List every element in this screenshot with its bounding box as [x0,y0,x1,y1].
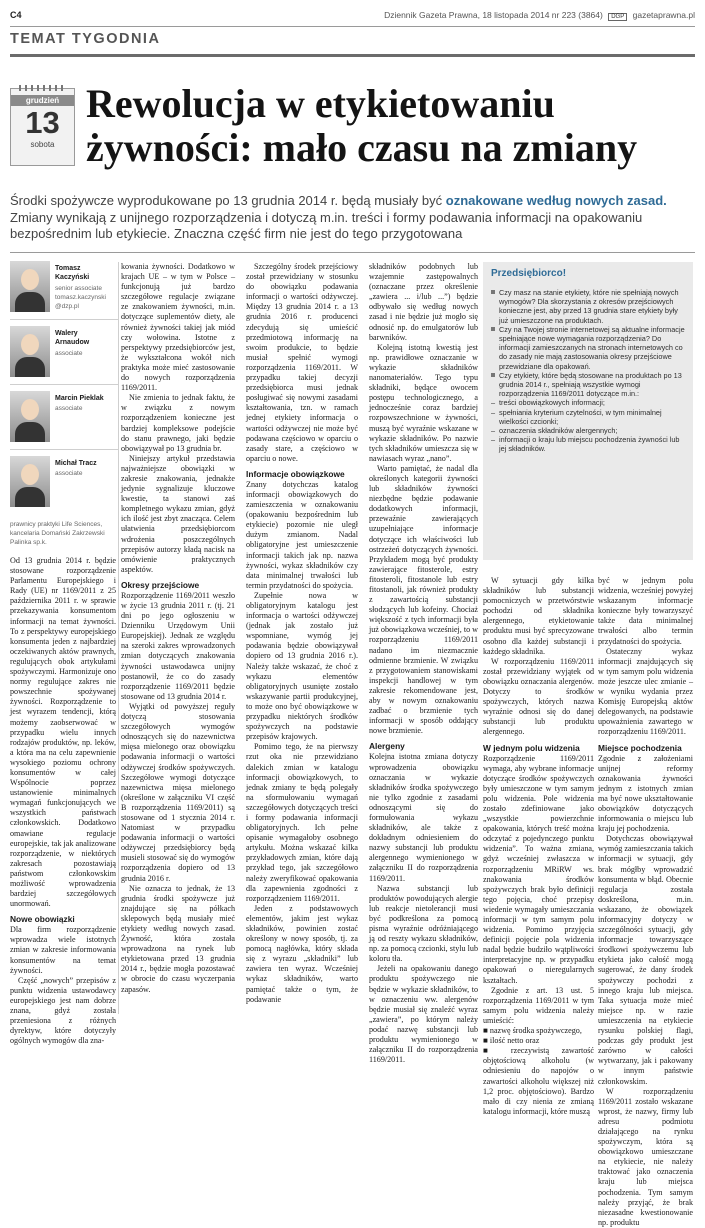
author-photo [10,391,50,442]
subheading: Miejsce pochodzenia [598,742,682,753]
calendar-rings [19,85,66,91]
calendar-month: grudzień [11,95,74,106]
checklist-item: Czy etykiety, które będą stosowane na produktach po 13 grudnia 2014 r., spełniają wszystkie wymogi rozporządzenia 1169/2011 dotyczące m.in.: [491,371,687,399]
lead-highlight: oznakowane według nowych zasad. [445,193,667,208]
headline-line-1: Rewolucja w etykietowaniu [86,81,555,126]
paragraph: W rozporządzeniu 1169/2011 został przewidziany wyjątek od obowiązku oznaczania alergenów. Dotyczy to środków spożywczych, których nazwa wyraźnie odnosi się do danej substancji lub produktu alergennego. [483,656,594,737]
checklist-item: Czy na Twojej stronie internetowej są aktualne informacje spełniające nowe wymagania rozporządzenia? Do informacji zamieszczanych na stronach internetowych co do zasady nie mają zastosowania okresy przejściowe przewidziane dla opakowań. [491,325,687,371]
checklist-subitem: – oznaczenia składników alergennych; [491,426,618,436]
paragraph: Znany dotychczas katalog informacji obowiązkowych do zamieszczenia w oznakowaniu (opakowaniu bezpośrednim lub etykiecie) pozornie nie uległ dużym zmianom. Nadal obligatoryjne jest umieszczenie informacji takich jak np. nazwa żywności, wykaz składników czy data minimalnej trwałości lub termin przydatności do spożycia. [246,479,358,590]
author-role: associate [55,405,83,412]
paragraph: Ostateczny wykaz informacji znajdujących się w tym samym polu widzenia może jeszcze ulec zmianie – w wyniku wydania przez Komisję Europejską aktów delegowanych, na podstawie upoważnienia zawartego w rozporządzeniu 1169/2011. [598,646,693,737]
article-column-1 [10,556,116,1046]
publication-info [384,10,695,21]
authors-panel [10,258,118,547]
author-role: associate [55,470,83,477]
bullet-square-icon [491,327,495,331]
paragraph: Jeden z podstawowych elementów, jakim jest wykaz składników, powinien zostać określony w nowy sposób, tj. za pomocą nagłówka, który składa się z wyrazu „składniki” lub zawiera ten wyraz. Wcześniej wykaz składników, warto pamiętać także o tym, że podawanie [246,903,358,1004]
checklist-subitem: – treści obowiązkowych informacji; [491,398,605,408]
paragraph: Nazwa substancji lub produktów powodujących alergie lub reakcje nietolerancji musi być podkreślona za pomocą pisma wyraźnie odróżniającego ją od reszty wykazu składników, np. za pomocą czcionki, stylu lub koloru tła. [369,883,478,964]
paragraph: składników podobnych lub wzajemnie zastępowalnych (oznaczane przez określenie „zawiera ... i/lub ...”) będzie odbywało się według nowych zasad i nie będzie już mogło się odnosić np. do emulgatorów lub barwników. [369,262,478,342]
checklist-title: Przedsiębiorco! [491,268,567,279]
author-name: Marcin Pieklak [55,395,104,402]
headline-line-2: żywności: mało czasu na zmiany [86,125,638,170]
article-column-2 [121,262,235,995]
paragraph: W rozporządzeniu 1169/2011 zostało wskazane wprost, że nazwy, firmy lub adresu podmiotu działającego na rynku spożywczym, która są obowiązkowo umieszczane na etykiecie, nie należy traktować jako oznaczenia kraju lub miejsca pochodzenia. Tym samym należy przyjąć, że brak niezasadne kwestionowanie np. produktu [598,1086,693,1227]
calendar-icon [10,88,75,166]
author-photo [10,261,50,312]
paragraph: być w jednym polu widzenia, wcześniej powyżej wskazanym informacje konieczne były towarzyszyć także data minimalnej trwałości albo termin przydatności do spożycia. [598,576,693,646]
dgp-logo: DGP [608,13,627,21]
subheading: Informacje obowiązkowe [246,468,345,479]
checklist-subitem: – spełniania kryterium czytelności, w tym minimalnej wielkości czcionki; [491,407,662,426]
paragraph: Zgodnie z art. 13 ust. 5 rozporządzenia 1169/2011 w tym samym polu widzenia należy umieścić: [483,985,594,1025]
subheading: Alergeny [369,741,405,752]
paragraph: Warto pamiętać, że nadal dla określonych kategorii żywności lub składników żywności niezbędne będzie podawanie dodatkowych informacji, przewaźnie zawierających uzupełniające informacje dotyczące ich właściwości lub ostrzeżeń dotyczących żywności. Przykładem mogą być produkty zawierające fitosterole, estry fitosteroli, fitostanole lub estry fitostanoli, jak również produkty z zawartością substancji słodzących lub kofeiny. Chociaż większość z tych informacji była już obowiązkowa wcześniej, to w rozporządzeniu 1169/2011 nadano im niezmacznie odmienne brzmienie. W związku z przygotowaniem stanowiskami inspekcji handlowej w tym zakresie rekomendowane jest, aby w nowym oznakowaniu zadbać o brzmienie tych informacji w sposób oddający nowe brzmienie. [369,463,479,736]
checklist-box [483,262,693,560]
section-divider [10,54,695,57]
paragraph: Nie zmienia to jednak faktu, że w związku z nowym rozporządzeniem konieczne jest bardziej kompleksowe podejście do stanu prawnego, jaki będzie obowiązywał po 13 grudnia br. [121,393,235,453]
author-photo [10,326,50,377]
paragraph: Pomimo tego, że na pierwszy rzut oka nie przewidziano dalekich zmian w katalogu informacji obowiązkowych, to jednak zmiany te będą polegały na sformułowaniu wymagań szczegółowych dotyczących treści i formy podawania informacji obligatoryjnych. Ich pełne opisanie wymagałoby osobnego artykułu. Można wskazać kilka przykładowych zmian, które dają przykład tego, jak szczegółowo należy zweryfikować opakowania dla zapewnienia zgodności z rozporządzeniem 1169/2011. [246,742,358,903]
paragraph: Szczególny środek przejściowy został przewidziany w stosunku do obowiązku podawania informacji o wartości odżywczej. Między 13 grudnia 2014 r. a 13 grudnia 2016 r. producenci zdecydują się umieścić przedmiotową informację na swoim produkcie, to będzie musiał spełnić wymogi rozporządzenia 1169/2011. W przypadku takiej decyzji przedsiębiorca musi jednak posługiwać się nowymi zasadami kształtowania, tzn. w ramach jednej etykiety informacja o wartości odżywczej nie może być podawana częściowo w oparciu o zasady stare, a częściowo w oparciu o nowe. [246,262,358,463]
paragraph: kowania żywności. Dodatkowo w krajach UE – w tym w Polsce – funkcjonują już bardzo szczegółowe regulacje związane ze znakowaniem żywności, m.in. dotyczące suplementów diety, ale również żywności takiej jak miód czy wołowina. Istotne z perspektywy przedsiębiorców jest, że wykształcona wokół nich praktyka może mieć zastosowanie do nowych rozporządzenia 1169/2011. [121,262,235,393]
author-name: Tomasz Kaczyński [55,265,90,281]
author-affiliation: prawnicy praktyki Life Sciences, kancelaria Domański Zakrzewski Palinka sp.k. [10,521,105,546]
paragraph: Dotychczas obowiązywał wymóg zamieszczania takich informacji w sytuacji, gdy brak mógłby wprowadzić konsumenta w błąd. Obecnie regulacja została doskreślona, m.in. wskazano, że obowiązek informacyjny dotyczy w szczególności sytuacji, gdy informacje towarzyszące środkowi spożywczemu lub etykieta jako całość mogą sugerować, że dany środek spożywczy pochodzi z innego kraju lub miejsca. Taka sytuacja może mieć miejsce np. w razie umieszczenia na etykiecie rysunku polskiej flagi, podczas gdy produkt jest zarówno w całości wytwarzany, jak i pakowany w innym państwie członkowskim. [598,834,693,1086]
paragraph: Jeżeli na opakowaniu danego produktu spożywczego nie będzie w wykazie składników, to w oznaczeniu ww. alergenów będzie musiał się znaleźć wyraz „zawiera”, po którym należy podać nazwę substancji lub produktu wymienionego w załączniku II do rozporządzenia 1169/2011. [369,964,478,1065]
author-role: senior associate [55,285,102,292]
author-email[interactable]: tomasz.kaczynski @dzp.pl [55,294,106,310]
paragraph: Część „nowych” przepisów z punktu widzenia ustawodawcy europejskiego jest nam dobrze znana, gdyż została przeniesiona z różnych dyrektyw, które dotyczyły ogólnych wymogów dla zna- [10,975,116,1046]
paragraph: Wyjątki od powyższej reguły dotyczą stosowania szczegółowych wymogów odnoszących się do nazewnictwa mięsa mielonego oraz obowiązku podawania informacji o wartości odżywczej środków spożywczych. Szczegółowe wymogi dotyczące nazewnictwa mięsa mielonego (określone w załączniku VI część B rozporządzenia 1169/2011) są stosowane od 1 stycznia 2014 r. Natomiast w przypadku podawania informacji o wartości odżywczej przedsiębiorcy będą musieli stosować się do wymogów rozporządzenia dopiero od 13 grudnia 2016 r. [121,701,235,883]
checklist-item: Czy masz na stanie etykiety, które nie spełniają nowych wymogów? Dla skorzystania z okresów przejściowych konieczne jest, aby przed 13 grudnia stare etykiety były już umieszczone na produktach. [491,288,687,325]
paragraph: Zupełnie nowa w obligatoryjnym katalogu jest informacja o wartości odżywczej (jednak jak zostało już wspomniane, wymóg jej podawania będzie obowiązywał dopiero od 13 grudnia 2016 r.). Należy także wskazać, że choć z wykazu elementów obligatoryjnych usunięte zostało wskazywanie partii produkcyjnej, to może ono być obowiązkowe w przypadku niektórych środków spożywczych na podstawie przepisów krajowych. [246,590,358,742]
paragraph: W sytuacji gdy kilka składników lub substancji pomocniczych w przetwórstwie pochodzi od składnika alergennego, etykietowanie produktu musi być sprecyzowane osobno dla każdej substancji i każdego składnika. [483,576,594,656]
author-role: associate [55,350,83,357]
lead-paragraph [10,193,690,243]
paragraph: Dla firm rozporządzenie wprowadza wiele istotnych zmian w zakresie informowania konsumentów na temat żywności. [10,925,116,975]
page-number: C4 [10,10,22,20]
author-name: Michał Tracz [55,460,97,467]
article-column-3 [246,262,358,1005]
paragraph: Rozporządzenie 1169/2011 weszło w życie 13 grudnia 2011 r. (tj. 21 dni po jego ogłoszeniu w Dzienniku Urzędowym Unii Europejskiej). Jednak ze względu na szeroki zakres wprowadzonych zmian dotyczących znakowania żywności ustawodawca unijny postanowił, że co do zasady rozporządzenie 1169/2011 będzie stosowane od 13 grudnia 2014 r. [121,590,235,701]
lead-divider [10,252,695,253]
calendar-day: 13 [25,105,60,140]
lead-text-1: Środki spożywcze wyprodukowane po 13 grudnia 2014 r. będą musiały być [10,193,446,208]
headline [86,82,686,170]
subheading: W jednym polu widzenia [483,742,580,753]
author-card [10,388,118,450]
article-column-5 [483,576,594,1117]
column-divider [118,262,119,1014]
author-name: Walery Arnaudow [55,330,90,346]
article-column-6 [598,576,693,1228]
paragraph: Od 13 grudnia 2014 r. będzie stosowane rozporządzenie Parlamentu Europejskiego i Rady (UE) nr 1169/2011 z 25 października 2011 r. w sprawie przekazywania konsumentom informacji na temat żywności. To z perspektywy europejskiego konsumenta jeden z najbardziej oczekiwanych aktów prawnych, regulujących obok artykułami spożywczymi. Harmonizuje ono normy regulujące zakres nie powszechnie spożywanej żywności. Rozporządzenie to jest wyrazem tendencji, którą możemy zaobserwować w przypadku wielu innych rodzajów produktów, np. leków, a która ma na celu zapewnienie wysokiego poziomu ochrony konsumentów w całej Wspólnocie poprzez ustanowienie minimalnych wymagań funkcjonujących we wszystkich państwach członkowskich. Dodatkowo omawiane regulacje europejskie, tak jak analizowane rozporządzenie, w niektórych zakresach pozostawiają państwom członkowskim możliwość wprowadzenia bardziej szczegółowych unormowań. [10,556,116,909]
paragraph: Zgodnie z założeniami unijnej reformy oznakowania żywności jednym z istotnych zmian ma być nowe ukształtowanie obowiązków dotyczących informowania o miejscu lub kraju jej pochodzenia. [598,753,693,834]
checklist-subitem: – informacji o kraju lub miejscu pochodzenia żywności lub jej składników. [491,435,680,454]
author-card [10,258,118,320]
list-item: ■ ilość netto oraz [483,1036,540,1046]
header-divider [10,26,695,27]
paragraph: Kolejną istotną kwestią jest np. prawidłowe oznaczanie w wykazie składników nanomateriałów. Tego typu składniki, będące owocem postępu technologicznego, a jednocześnie coraz bardziej rozpowszechnione w żywności, muszą być wyraźnie wskazane w wykazie składników. Po nazwie tych składników umieszcza się w nawiasach wyraz „nano”. [369,342,478,463]
publication-name: Dziennik Gazeta Prawna, 18 listopada 2014 nr 223 (3864) [384,10,603,20]
author-photo [10,456,50,507]
subheading: Okresy przejściowe [121,579,200,590]
lead-text-2: Zmiany wynikają z unijnego rozporządzenia i dotyczą m.in. treści i formy podawania informacji na opakowaniu bezpośrednim lub etykiecie. Znaczna część firm nie jest do tego przygotowana [10,209,643,241]
author-card [10,323,118,385]
checklist [491,288,687,454]
calendar-weekday: sobota [30,140,55,149]
list-item: ■ nazwę środka spożywczego, [483,1026,582,1036]
top-bar [10,10,695,24]
paragraph: Nie oznacza to jednak, że 13 grudnia środki spożywcze już znajdujące się na półkach sklepowych będą musiały mieć etykiety według nowych zasad. Żywność, która została wprowadzona na rynek lub etykietowana przed 13 grudnia 2014 r., będzie mogła pozostawać w obrocie do czasu wyczerpania zapasów. [121,883,235,994]
bullet-square-icon [491,373,495,377]
section-title: TEMAT TYGODNIA [10,31,161,47]
bullet-square-icon [491,290,495,294]
paragraph: Kolejna istotna zmiana dotyczy wprowadzenia obowiązku oznaczania w wykazie składników środka spożywczego nie tylko zgodnie z zasadami odnoszącymi się do formułowania wykazu składników, ale także z dokładnym odniesieniem do nazwy substancji lub produktu alergennego wymienionego w załączniku II do rozporządzenia 1169/2011. [369,752,478,883]
article-column-4 [369,262,478,1065]
subheading: Nowe obowiązki [10,914,75,925]
paragraph: Niniejszy artykuł przedstawia najważniejsze obowiązki w zakresie znakowania, jednakże jedynie sygnalizuje kluczowe kwestie, ta stanowi zaś kompletnego wykazu zmian, gdyż ich ilość jest zbyt znacząca. Celem ułatwienia przedsiębiorcom wdrożenia poszczególnych przepisów autorzy kładą nacisk na omówienie praktycznych aspektów. [121,453,235,574]
author-card [10,453,118,514]
site-link[interactable]: gazetaprawna.pl [632,10,695,20]
paragraph: Rozporządzenie 1169/2011 wymaga, aby wybrane informacje dotyczące środków spożywczych były umieszczone w tym samym polu widzenia. Pole widzenia zostało zdefiniowane jako „wszystkie powierzchnie opakowania, których treść można odczytać z pojedynczego punktu widzenia”. To ważna zmiana, gdyż wcześniej zwłaszcza w rozporządzeniu MRiRW ws. znakowania środków spożywczych brak było definicji tego pojęcia, choć przepisy wiedenie wymagały umieszczania informacji w tym samym polu widzenia. Pomimo przyjęcia definicji pojęcie pola widzenia nadal będzie budziło wątpliwości interpretacyjne np. w przypadku opakowań o nieregularnych kształtach. [483,753,594,985]
list-item: ■ rzeczywistą zawartość objętościową alkoholu (w odniesieniu do napojów o zawartości alkoholu większej niż 1,2 proc. objętościowo). Bardzo mało di czy nienia ze zmianą katalogu informacji, które muszą [483,1046,594,1116]
